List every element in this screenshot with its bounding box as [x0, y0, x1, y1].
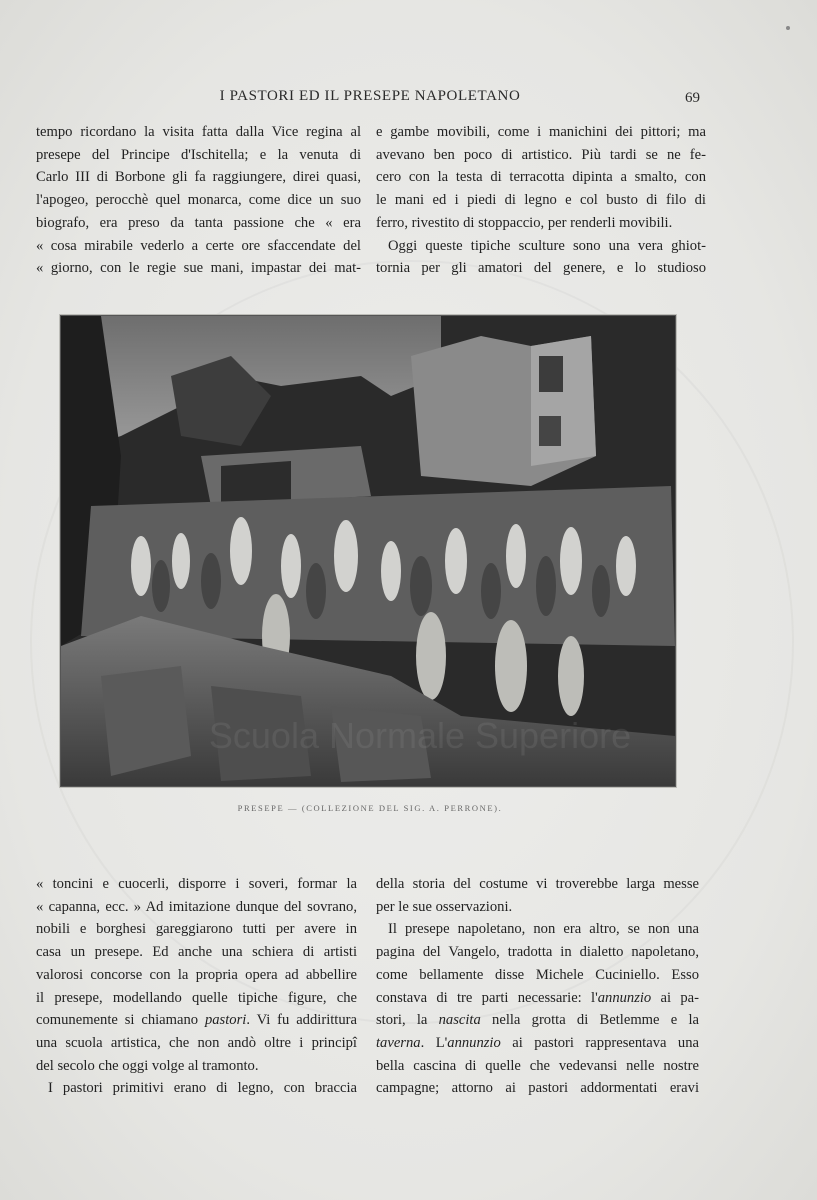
text-line: Oggi queste tipiche sculture sono una vera ghiot- — [388, 237, 706, 254]
text-run: comunemente si chiamano — [36, 1012, 205, 1029]
text-line: presepe del Principe d'Ischitella; e la venuta di — [36, 146, 361, 163]
text-line: tornia per gli amatori del genere, e lo studioso — [376, 260, 706, 277]
text-run: . Vi fu addirittura — [246, 1012, 357, 1029]
text-line — [376, 1032, 699, 1055]
text-line: l'apogeo, perocchè quel monarca, come dice un suo — [36, 192, 361, 209]
presepe-photograph — [60, 315, 676, 787]
paper-spot — [786, 26, 790, 30]
text-line: casa un presepe. Ed anche una schiera di artisti — [36, 944, 357, 961]
presepe-image — [61, 316, 675, 786]
text-line: I pastori primitivi erano di legno, con braccia — [48, 1080, 357, 1097]
figure-caption: PRESEPE — (COLLEZIONE DEL SIG. A. PERRONE). — [237, 803, 503, 813]
text-column-top-right — [376, 121, 706, 280]
text-line: « giorno, con le regie sue mani, impastar dei mat- — [36, 260, 361, 277]
text-line: biografo, era preso da tanta passione che « era — [36, 214, 361, 231]
text-line: ferro, rivestito di stoppaccio, per renderli movibili. — [376, 214, 673, 231]
text-line: campagne; attorno ai pastori addormentati eravi — [376, 1080, 699, 1097]
text-column-top-left — [36, 121, 361, 280]
italic-term: taverna — [376, 1034, 421, 1051]
text-line: il presepe, modellando quelle tipiche figure, che — [36, 989, 357, 1006]
text-line: una scuola artistica, che non andò oltre i principî — [36, 1034, 357, 1051]
text-line: avevano ben poco di artistico. Più tardi se ne fe- — [376, 146, 706, 163]
text-run: constava di tre parti necessarie: l' — [376, 989, 598, 1006]
italic-term: nascita — [438, 1012, 481, 1029]
text-run: ai pa- — [651, 989, 699, 1006]
text-line: e gambe movibili, come i manichini dei pittori; ma — [376, 124, 706, 140]
text-line: nobili e borghesi gareggiarono tutti per avere in — [36, 921, 357, 938]
text-line: Carlo III di Borbone gli fa raggiungere, direi quasi, — [36, 169, 361, 186]
text-line: tempo ricordano la visita fatta dalla Vice regina al — [36, 124, 361, 140]
text-line: valorosi concorse con la propria opera ad abbellire — [36, 966, 357, 983]
text-line: cero con la testa di terracotta dipinta a smalto, con — [376, 169, 706, 186]
text-line: Il presepe napoletano, non era altro, se non una — [388, 921, 699, 938]
text-column-bottom-right — [376, 873, 699, 1100]
text-line — [376, 1009, 699, 1032]
running-title: I PASTORI ED IL PRESEPE NAPOLETANO — [219, 88, 521, 104]
text-line: del secolo che oggi volge al tramonto. — [36, 1057, 259, 1074]
text-line — [36, 1009, 357, 1032]
text-line: « cosa mirabile vederlo a certe ore sfaccendate del — [36, 237, 361, 254]
text-line: « toncini e cuocerli, disporre i soveri, formar la — [36, 876, 357, 892]
page-number: 69 — [685, 90, 700, 106]
italic-term: pastori — [204, 1012, 247, 1029]
text-run: ai pastori rappresentava una — [500, 1034, 700, 1051]
italic-term: annunzio — [447, 1034, 501, 1051]
text-run: stori, la — [376, 1012, 439, 1029]
italic-term: annunzio — [597, 989, 652, 1006]
text-line: le mani ed i piedi di legno e col busto di filo di — [376, 192, 706, 209]
text-line: « capanna, ecc. » Ad imitazione dunque del sovrano, — [36, 898, 357, 915]
text-line: bella cascina di quelle che vedevansi nelle nostre — [376, 1057, 699, 1074]
text-line: per le sue osservazioni. — [376, 898, 513, 915]
text-column-bottom-left — [36, 873, 357, 1100]
text-line: come bellamente disse Michele Cuciniello. Esso — [376, 966, 699, 983]
text-line — [376, 987, 699, 1010]
text-line: pagina del Vangelo, tradotta in dialetto napoletano, — [376, 944, 699, 961]
text-line: della storia del costume vi troverebbe larga messe — [376, 876, 699, 892]
text-run: . L' — [420, 1034, 448, 1051]
text-run: nella grotta di Betlemme e la — [480, 1012, 699, 1029]
